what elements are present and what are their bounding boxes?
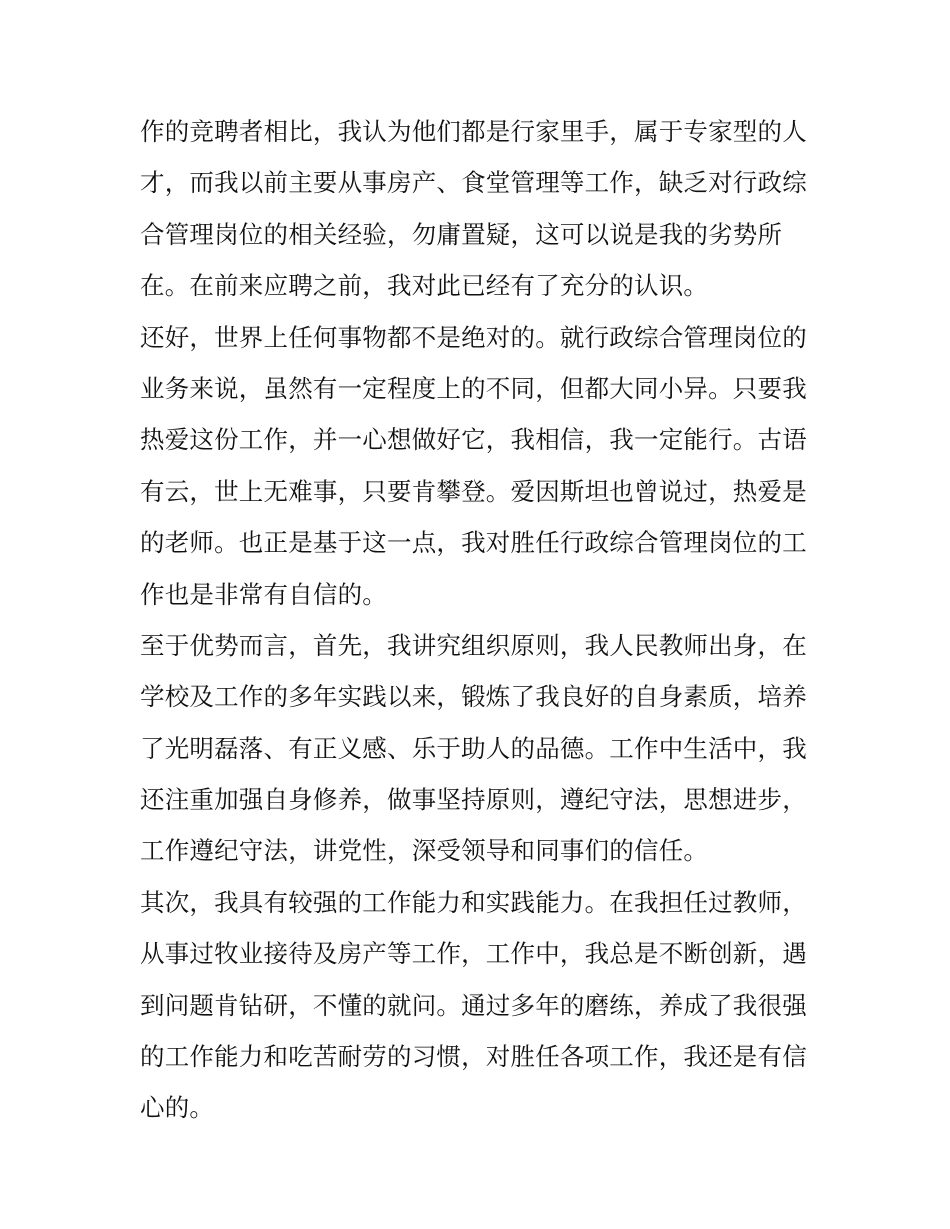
text-line: 还好，世界上任何事物都不是绝对的。就行政综合管理岗位的	[140, 322, 807, 352]
text-line: 才，而我以前主要从事房产、食堂管理等工作，缺乏对行政综	[140, 168, 807, 198]
text-line: 业务来说，虽然有一定程度上的不同，但都大同小异。只要我	[140, 373, 807, 403]
text-line: 的老师。也正是基于这一点，我对胜任行政综合管理岗位的工	[140, 528, 807, 558]
text-line: 作也是非常有自信的。	[140, 579, 387, 609]
text-line: 至于优势而言，首先，我讲究组织原则，我人民教师出身，在	[140, 630, 807, 660]
text-line: 作的竞聘者相比，我认为他们都是行家里手，属于专家型的人	[140, 117, 807, 146]
text-line: 合管理岗位的相关经验，勿庸置疑，这可以说是我的劣势所	[140, 219, 783, 249]
text-line: 学校及工作的多年实践以来，锻炼了我良好的自身素质，培养	[140, 682, 807, 712]
text-line: 到问题肯钻研，不懂的就问。通过多年的磨练，养成了我很强	[140, 990, 807, 1020]
body-text	[140, 106, 820, 1134]
text-line: 从事过牧业接待及房产等工作，工作中，我总是不断创新，遇	[140, 939, 807, 969]
text-line: 工作遵纪守法，讲党性，深受领导和同事们的信任。	[140, 836, 709, 866]
text-line: 有云，世上无难事，只要肯攀登。爱因斯坦也曾说过，热爱是	[140, 476, 807, 506]
text-line: 热爱这份工作，并一心想做好它，我相信，我一定能行。古语	[140, 425, 807, 455]
text-line: 还注重加强自身修养，做事坚持原则，遵纪守法，思想进步，	[140, 785, 807, 815]
text-line: 其次，我具有较强的工作能力和实践能力。在我担任过教师，	[140, 887, 807, 917]
text-line: 心的。	[140, 1093, 215, 1123]
text-line: 在。在前来应聘之前，我对此已经有了充分的认识。	[140, 271, 709, 301]
text-line: 了光明磊落、有正义感、乐于助人的品德。工作中生活中，我	[140, 733, 807, 763]
text-line: 的工作能力和吃苦耐劳的习惯，对胜任各项工作，我还是有信	[140, 1042, 807, 1072]
